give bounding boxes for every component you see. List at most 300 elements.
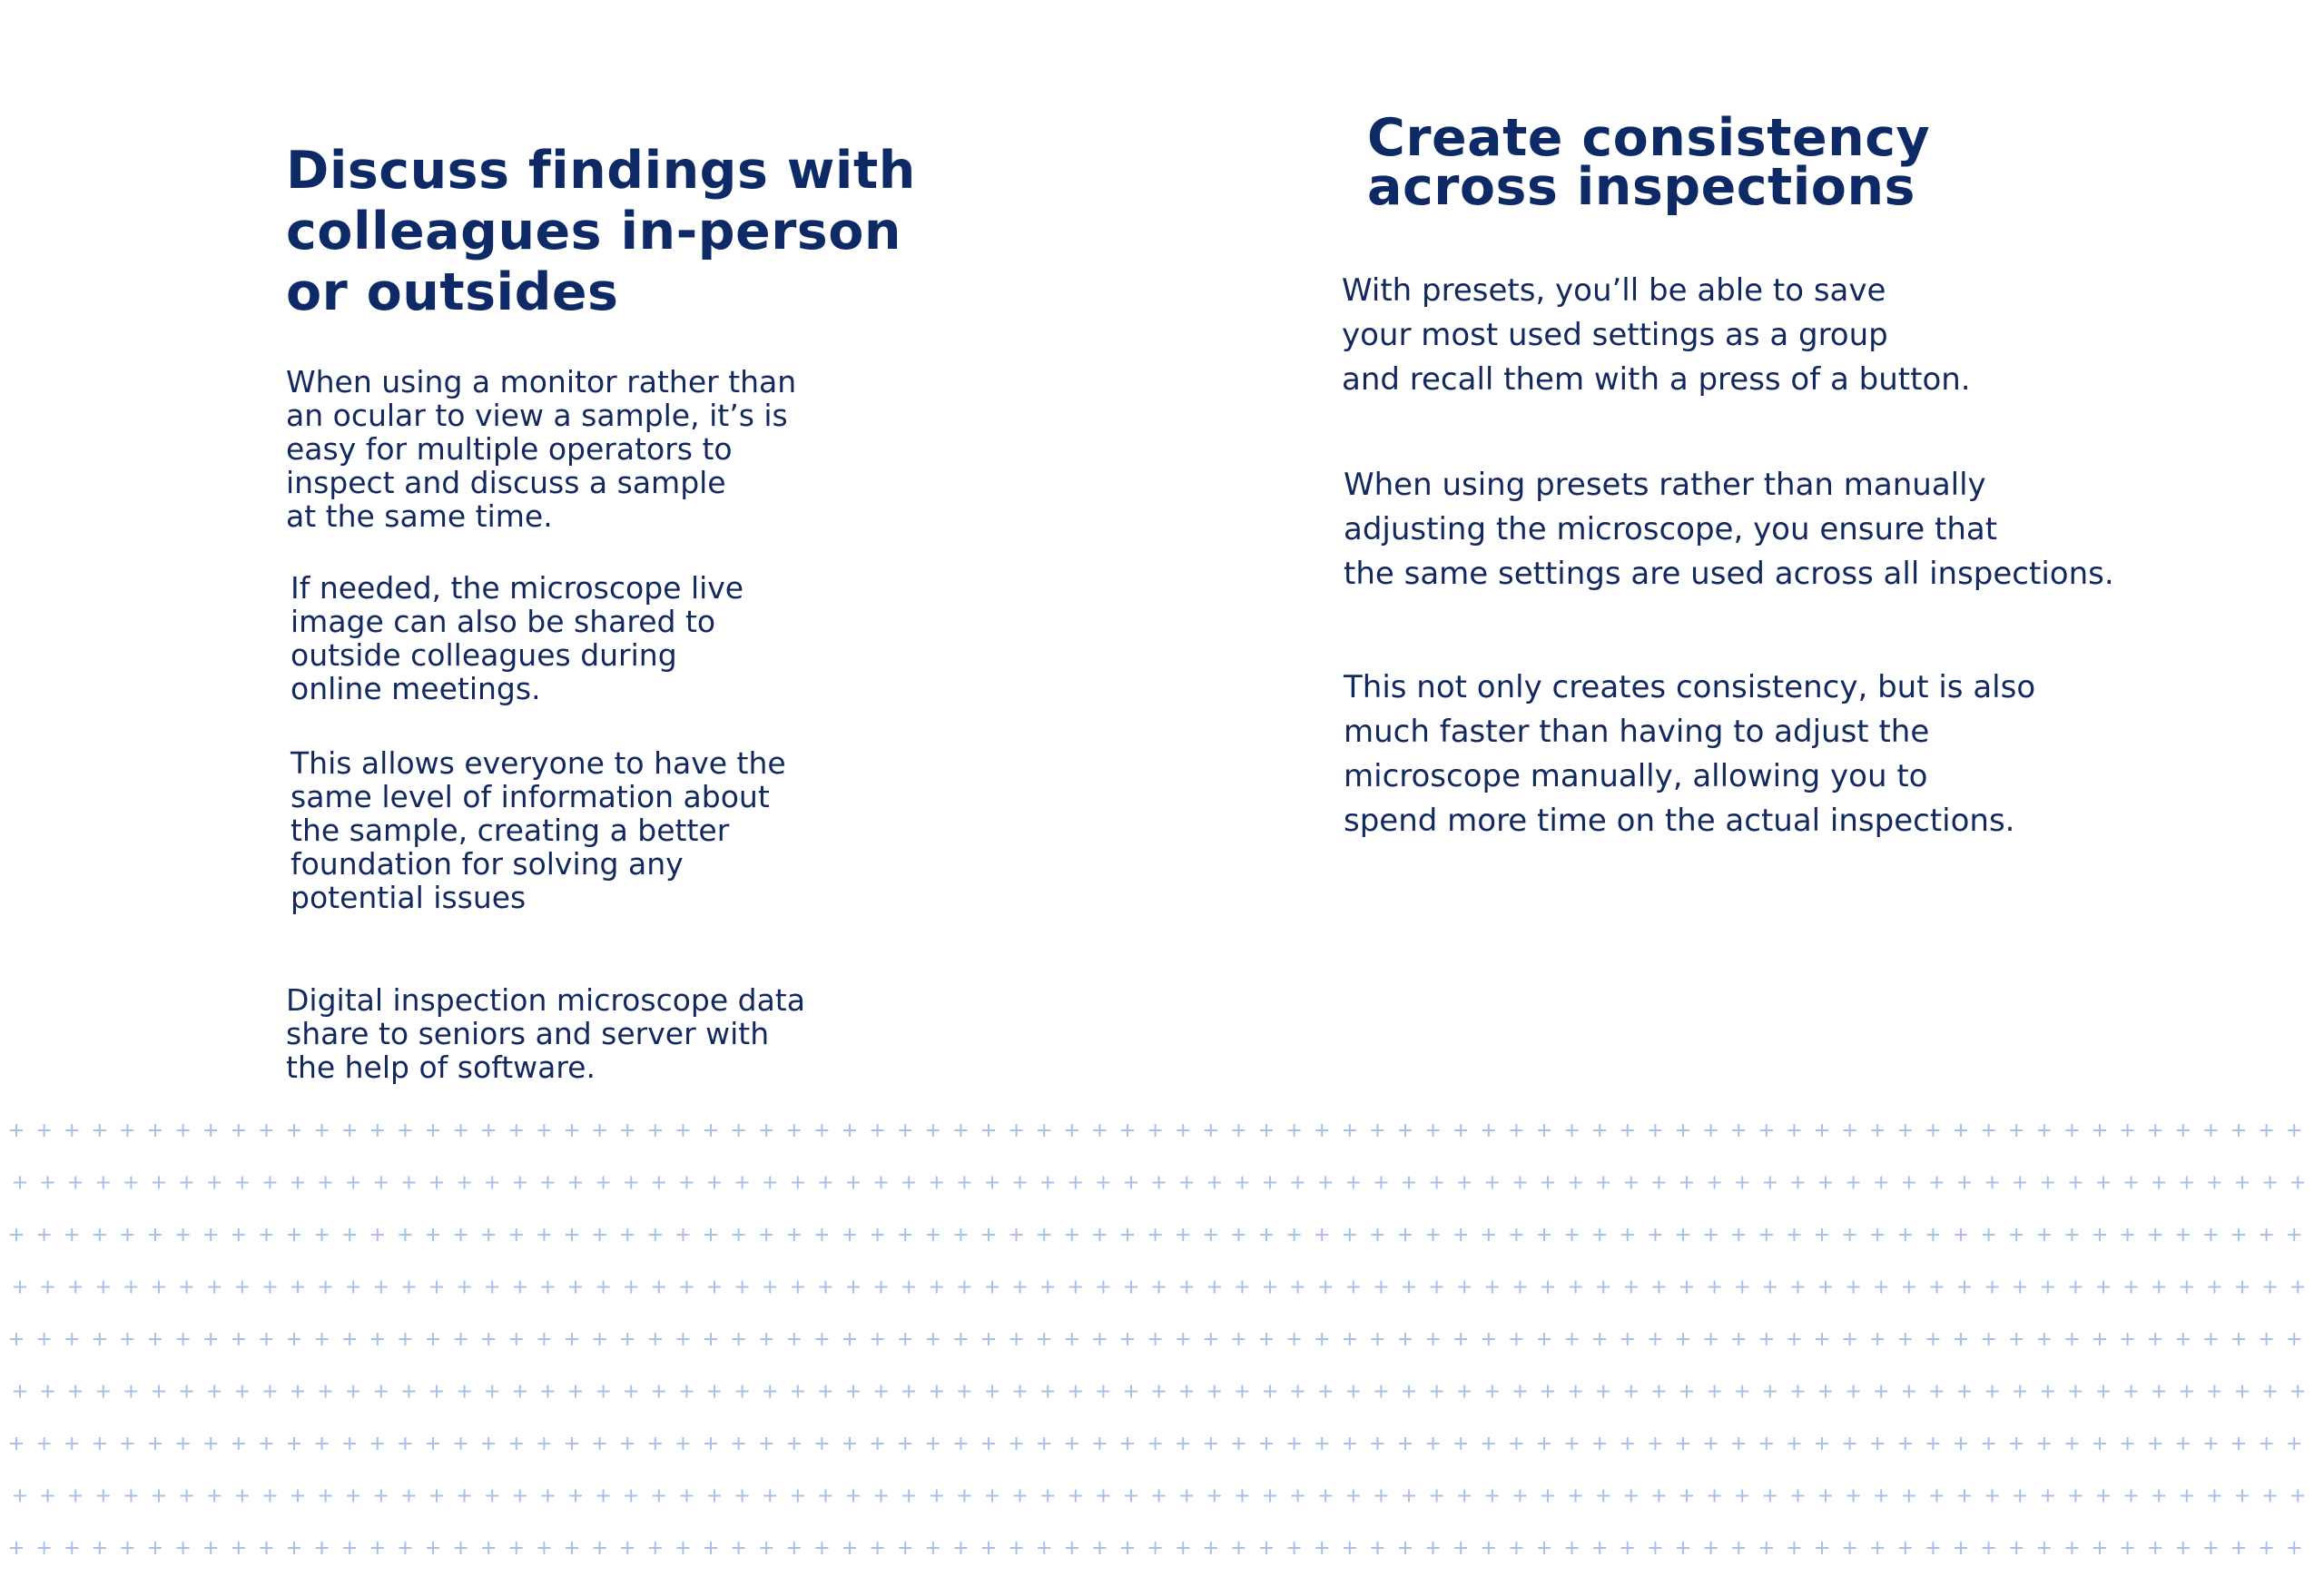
plus-icon (982, 1228, 995, 1241)
plus-icon (653, 1490, 665, 1503)
plus-icon (260, 1228, 272, 1241)
plus-icon (1926, 1437, 1939, 1450)
plus-icon (121, 1333, 133, 1345)
plus-icon (902, 1385, 915, 1398)
plus-icon (2122, 1124, 2134, 1137)
plus-icon (1236, 1281, 1248, 1294)
plus-icon (260, 1542, 272, 1554)
plus-icon (1177, 1437, 1189, 1450)
plus-icon (38, 1124, 51, 1137)
plus-icon (2097, 1177, 2110, 1189)
plus-icon (704, 1333, 717, 1345)
plus-icon (2038, 1437, 2051, 1450)
plus-icon (1292, 1490, 1305, 1503)
plus-icon (760, 1124, 773, 1137)
plus-icon (1232, 1124, 1245, 1137)
plus-icon (316, 1437, 329, 1450)
plus-icon (1847, 1177, 1860, 1189)
plus-icon (94, 1124, 106, 1137)
plus-icon (1319, 1490, 1332, 1503)
plus-icon (236, 1177, 249, 1189)
plus-icon (69, 1490, 82, 1503)
plus-icon (14, 1177, 26, 1189)
plus-icon (1819, 1177, 1832, 1189)
plus-icon (1205, 1333, 1217, 1345)
plus-icon (1315, 1542, 1328, 1554)
plus-icon (760, 1228, 773, 1241)
plus-icon (1705, 1437, 1718, 1450)
plus-icon (1791, 1281, 1804, 1294)
plus-icon (1680, 1281, 1693, 1294)
plus-icon (399, 1124, 411, 1137)
plus-icon (260, 1124, 272, 1137)
plus-icon (2260, 1228, 2273, 1241)
plus-icon (1125, 1490, 1137, 1503)
plus-icon (541, 1281, 554, 1294)
plus-icon (1871, 1124, 1884, 1137)
plus-icon (1677, 1124, 1689, 1137)
plus-icon (1566, 1333, 1579, 1345)
plus-icon (208, 1385, 221, 1398)
plus-icon (149, 1228, 162, 1241)
plus-icon (1705, 1228, 1718, 1241)
plus-icon (733, 1542, 745, 1554)
plus-icon (1319, 1385, 1332, 1398)
plus-icon (649, 1333, 662, 1345)
plus-icon (2152, 1177, 2165, 1189)
plus-icon (1180, 1177, 1193, 1189)
plus-icon (875, 1490, 888, 1503)
plus-icon (2204, 1542, 2217, 1554)
plus-icon (1149, 1124, 1162, 1137)
plus-icon (1899, 1437, 1912, 1450)
plus-icon (1482, 1228, 1495, 1241)
plus-icon (927, 1333, 940, 1345)
plus-icon (1097, 1177, 1109, 1189)
plus-icon (430, 1177, 443, 1189)
plus-icon (2125, 1385, 2138, 1398)
plus-icon (2010, 1333, 2023, 1345)
plus-icon (2093, 1437, 2106, 1450)
plus-icon (2038, 1333, 2051, 1345)
plus-icon (1454, 1542, 1467, 1554)
plus-icon (1205, 1437, 1217, 1450)
plus-icon (121, 1542, 133, 1554)
plus-icon (1041, 1490, 1054, 1503)
plus-icon (2122, 1542, 2134, 1554)
plus-icon (986, 1281, 999, 1294)
plus-icon (1486, 1385, 1499, 1398)
plus-icon (204, 1542, 217, 1554)
plus-icon (1288, 1124, 1301, 1137)
plus-icon (1593, 1437, 1606, 1450)
plus-icon (1958, 1177, 1971, 1189)
plus-icon (288, 1333, 300, 1345)
plus-icon (1732, 1542, 1745, 1554)
plus-icon (2181, 1490, 2193, 1503)
plus-icon (1153, 1281, 1166, 1294)
plus-icon (1121, 1437, 1134, 1450)
plus-icon (2264, 1490, 2277, 1503)
plus-icon (2069, 1177, 2082, 1189)
plus-icon (65, 1333, 78, 1345)
plus-icon (1482, 1542, 1495, 1554)
plus-icon (181, 1385, 193, 1398)
plus-icon (1760, 1228, 1773, 1241)
plus-icon (1010, 1437, 1023, 1450)
plus-icon (94, 1437, 106, 1450)
plus-icon (153, 1177, 165, 1189)
plus-icon (982, 1542, 995, 1554)
plus-icon (2177, 1437, 2190, 1450)
plus-icon (1010, 1333, 1023, 1345)
plus-icon (733, 1124, 745, 1137)
plus-icon (124, 1281, 137, 1294)
plus-icon (2069, 1385, 2082, 1398)
right-paragraph-settings: When using presets rather than manually adjusting the microscope, you ensure that the same settings are used across all inspections. (1344, 467, 2114, 592)
plus-icon (65, 1437, 78, 1450)
plus-icon (1264, 1385, 1276, 1398)
plus-icon (1288, 1542, 1301, 1554)
plus-icon (2042, 1177, 2054, 1189)
plus-icon (2291, 1490, 2304, 1503)
plus-icon (124, 1385, 137, 1398)
right-column (1342, 108, 2250, 217)
plus-icon (1403, 1490, 1415, 1503)
plus-icon (2181, 1385, 2193, 1398)
plus-icon (982, 1437, 995, 1450)
left-paragraph-online-meetings: If needed, the microscope live image can also be shared to outside colleagues during online meetings. (290, 570, 744, 706)
plus-icon (958, 1385, 970, 1398)
plus-icon (1510, 1437, 1522, 1450)
plus-icon (124, 1490, 137, 1503)
plus-icon (458, 1281, 471, 1294)
plus-icon (316, 1228, 329, 1241)
plus-icon (649, 1437, 662, 1450)
plus-icon (1208, 1490, 1221, 1503)
plus-icon (1288, 1333, 1301, 1345)
plus-icon (1403, 1177, 1415, 1189)
right-heading: Create consistency across inspections (1367, 108, 1931, 217)
plus-icon (291, 1490, 304, 1503)
left-heading: Discuss findings with colleagues in-person or outsides (286, 141, 916, 322)
plus-icon (708, 1177, 721, 1189)
plus-icon (1680, 1385, 1693, 1398)
plus-icon (1621, 1124, 1634, 1137)
plus-icon (260, 1437, 272, 1450)
plus-icon (2232, 1333, 2245, 1345)
plus-icon (1069, 1281, 1082, 1294)
plus-icon (402, 1385, 415, 1398)
plus-icon (927, 1124, 940, 1137)
plus-icon (986, 1385, 999, 1398)
plus-icon (1371, 1437, 1384, 1450)
plus-icon (1125, 1177, 1137, 1189)
plus-icon (763, 1385, 776, 1398)
plus-icon (1709, 1490, 1721, 1503)
plus-icon (1983, 1124, 1995, 1137)
plus-pattern-background (0, 1112, 2324, 1577)
plus-icon (1232, 1333, 1245, 1345)
plus-icon (1986, 1177, 1999, 1189)
plus-icon (347, 1177, 359, 1189)
plus-icon (1097, 1281, 1109, 1294)
plus-icon (954, 1228, 967, 1241)
plus-icon (2288, 1124, 2300, 1137)
plus-icon (482, 1228, 495, 1241)
plus-icon (204, 1124, 217, 1137)
plus-icon (1903, 1177, 1915, 1189)
plus-icon (569, 1177, 582, 1189)
plus-icon (320, 1281, 332, 1294)
plus-icon (954, 1333, 967, 1345)
plus-icon (2260, 1124, 2273, 1137)
plus-icon (847, 1281, 860, 1294)
plus-icon (2232, 1124, 2245, 1137)
plus-icon (1926, 1333, 1939, 1345)
plus-icon (1510, 1124, 1522, 1137)
plus-icon (153, 1281, 165, 1294)
plus-icon (1458, 1281, 1471, 1294)
plus-icon (458, 1385, 471, 1398)
plus-icon (1844, 1124, 1856, 1137)
plus-icon (954, 1437, 967, 1450)
plus-icon (1038, 1333, 1050, 1345)
plus-icon (1260, 1437, 1273, 1450)
plus-icon (1871, 1542, 1884, 1554)
plus-icon (38, 1437, 51, 1450)
plus-icon (1374, 1281, 1387, 1294)
plus-icon (1125, 1385, 1137, 1398)
plus-icon (1986, 1385, 1999, 1398)
plus-icon (10, 1542, 23, 1554)
plus-icon (2122, 1333, 2134, 1345)
plus-icon (38, 1228, 51, 1241)
plus-icon (288, 1437, 300, 1450)
plus-icon (566, 1228, 578, 1241)
plus-icon (2065, 1437, 2078, 1450)
plus-icon (1010, 1542, 1023, 1554)
plus-icon (1153, 1490, 1166, 1503)
plus-icon (1621, 1437, 1634, 1450)
plus-icon (760, 1542, 773, 1554)
plus-icon (2291, 1281, 2304, 1294)
plus-icon (1097, 1490, 1109, 1503)
plus-icon (1399, 1542, 1412, 1554)
plus-icon (1458, 1177, 1471, 1189)
plus-icon (1705, 1124, 1718, 1137)
plus-icon (455, 1333, 468, 1345)
plus-icon (2042, 1281, 2054, 1294)
plus-icon (1816, 1333, 1828, 1345)
plus-icon (65, 1124, 78, 1137)
plus-icon (208, 1177, 221, 1189)
plus-icon (815, 1228, 828, 1241)
plus-icon (455, 1228, 468, 1241)
plus-icon (1538, 1437, 1551, 1450)
plus-icon (94, 1228, 106, 1241)
plus-icon (427, 1228, 439, 1241)
plus-icon (1431, 1177, 1443, 1189)
plus-icon (931, 1177, 943, 1189)
plus-icon (1431, 1281, 1443, 1294)
plus-icon (1652, 1281, 1665, 1294)
plus-icon (94, 1542, 106, 1554)
plus-icon (899, 1437, 911, 1450)
plus-icon (625, 1177, 637, 1189)
plus-icon (2177, 1228, 2190, 1241)
plus-icon (1513, 1177, 1526, 1189)
plus-icon (1955, 1542, 1967, 1554)
plus-icon (2208, 1281, 2221, 1294)
plus-icon (1069, 1385, 1082, 1398)
plus-icon (1458, 1385, 1471, 1398)
plus-icon (69, 1281, 82, 1294)
plus-icon (1787, 1542, 1800, 1554)
plus-icon (1486, 1177, 1499, 1189)
plus-icon (1926, 1542, 1939, 1554)
plus-icon (2069, 1490, 2082, 1503)
plus-icon (2149, 1124, 2162, 1137)
plus-icon (1736, 1385, 1748, 1398)
plus-icon (1315, 1437, 1328, 1450)
plus-icon (2038, 1542, 2051, 1554)
right-paragraph-presets: With presets, you’ll be able to save your most used settings as a group and recall them with a press of a button. (1342, 272, 1971, 398)
plus-icon (2288, 1333, 2300, 1345)
plus-icon (291, 1281, 304, 1294)
plus-icon (875, 1177, 888, 1189)
plus-icon (763, 1281, 776, 1294)
plus-icon (1066, 1542, 1078, 1554)
plus-icon (541, 1385, 554, 1398)
plus-icon (1791, 1177, 1804, 1189)
plus-icon (97, 1177, 110, 1189)
plus-icon (792, 1490, 804, 1503)
plus-icon (1875, 1281, 1887, 1294)
plus-icon (10, 1437, 23, 1450)
plus-icon (736, 1490, 749, 1503)
plus-icon (1431, 1490, 1443, 1503)
plus-icon (1787, 1228, 1800, 1241)
plus-icon (899, 1228, 911, 1241)
plus-icon (760, 1333, 773, 1345)
plus-icon (1315, 1124, 1328, 1137)
plus-icon (430, 1385, 443, 1398)
plus-icon (402, 1177, 415, 1189)
plus-icon (597, 1177, 610, 1189)
plus-icon (375, 1177, 388, 1189)
plus-icon (1787, 1333, 1800, 1345)
plus-icon (2125, 1490, 2138, 1503)
plus-icon (1288, 1228, 1301, 1241)
plus-icon (1066, 1437, 1078, 1450)
plus-icon (1736, 1281, 1748, 1294)
plus-icon (153, 1490, 165, 1503)
plus-icon (927, 1542, 940, 1554)
plus-icon (1014, 1281, 1027, 1294)
plus-icon (2236, 1385, 2249, 1398)
plus-icon (1010, 1228, 1023, 1241)
plus-icon (594, 1437, 606, 1450)
plus-icon (2097, 1490, 2110, 1503)
plus-icon (872, 1542, 884, 1554)
plus-icon (1652, 1385, 1665, 1398)
plus-icon (1205, 1228, 1217, 1241)
plus-icon (875, 1281, 888, 1294)
plus-icon (121, 1437, 133, 1450)
plus-icon (2038, 1228, 2051, 1241)
plus-icon (819, 1490, 832, 1503)
plus-icon (1288, 1437, 1301, 1450)
plus-icon (1066, 1228, 1078, 1241)
plus-icon (97, 1490, 110, 1503)
plus-icon (232, 1124, 245, 1137)
plus-icon (2232, 1437, 2245, 1450)
plus-icon (1427, 1228, 1440, 1241)
plus-icon (1041, 1281, 1054, 1294)
plus-icon (1847, 1490, 1860, 1503)
plus-icon (1899, 1333, 1912, 1345)
plus-icon (954, 1124, 967, 1137)
plus-icon (1014, 1490, 1027, 1503)
plus-icon (2288, 1228, 2300, 1241)
plus-icon (902, 1490, 915, 1503)
plus-icon (902, 1177, 915, 1189)
plus-icon (815, 1437, 828, 1450)
plus-icon (2264, 1177, 2277, 1189)
plus-icon (2010, 1228, 2023, 1241)
plus-icon (1292, 1385, 1305, 1398)
left-column (286, 141, 976, 323)
plus-icon (986, 1490, 999, 1503)
plus-icon (1566, 1228, 1579, 1241)
plus-icon (621, 1542, 634, 1554)
plus-icon (986, 1177, 999, 1189)
plus-icon (2177, 1542, 2190, 1554)
plus-icon (1513, 1281, 1526, 1294)
plus-icon (2264, 1385, 2277, 1398)
plus-icon (815, 1124, 828, 1137)
plus-icon (2260, 1542, 2273, 1554)
plus-icon (1292, 1177, 1305, 1189)
plus-icon (625, 1490, 637, 1503)
plus-icon (621, 1124, 634, 1137)
plus-icon (2204, 1333, 2217, 1345)
plus-icon (1844, 1228, 1856, 1241)
plus-icon (181, 1281, 193, 1294)
plus-icon (2181, 1281, 2193, 1294)
plus-icon (38, 1333, 51, 1345)
plus-icon (1236, 1490, 1248, 1503)
plus-icon (486, 1281, 498, 1294)
plus-icon (343, 1542, 356, 1554)
plus-icon (343, 1437, 356, 1450)
plus-icon (815, 1333, 828, 1345)
plus-icon (510, 1124, 523, 1137)
plus-icon (1570, 1177, 1582, 1189)
plus-icon (455, 1124, 468, 1137)
plus-icon (375, 1281, 388, 1294)
plus-icon (1677, 1437, 1689, 1450)
plus-icon (733, 1437, 745, 1450)
plus-icon (2177, 1333, 2190, 1345)
plus-icon (594, 1333, 606, 1345)
plus-icon (10, 1228, 23, 1241)
plus-icon (10, 1333, 23, 1345)
plus-icon (792, 1281, 804, 1294)
plus-icon (2149, 1333, 2162, 1345)
plus-icon (288, 1228, 300, 1241)
